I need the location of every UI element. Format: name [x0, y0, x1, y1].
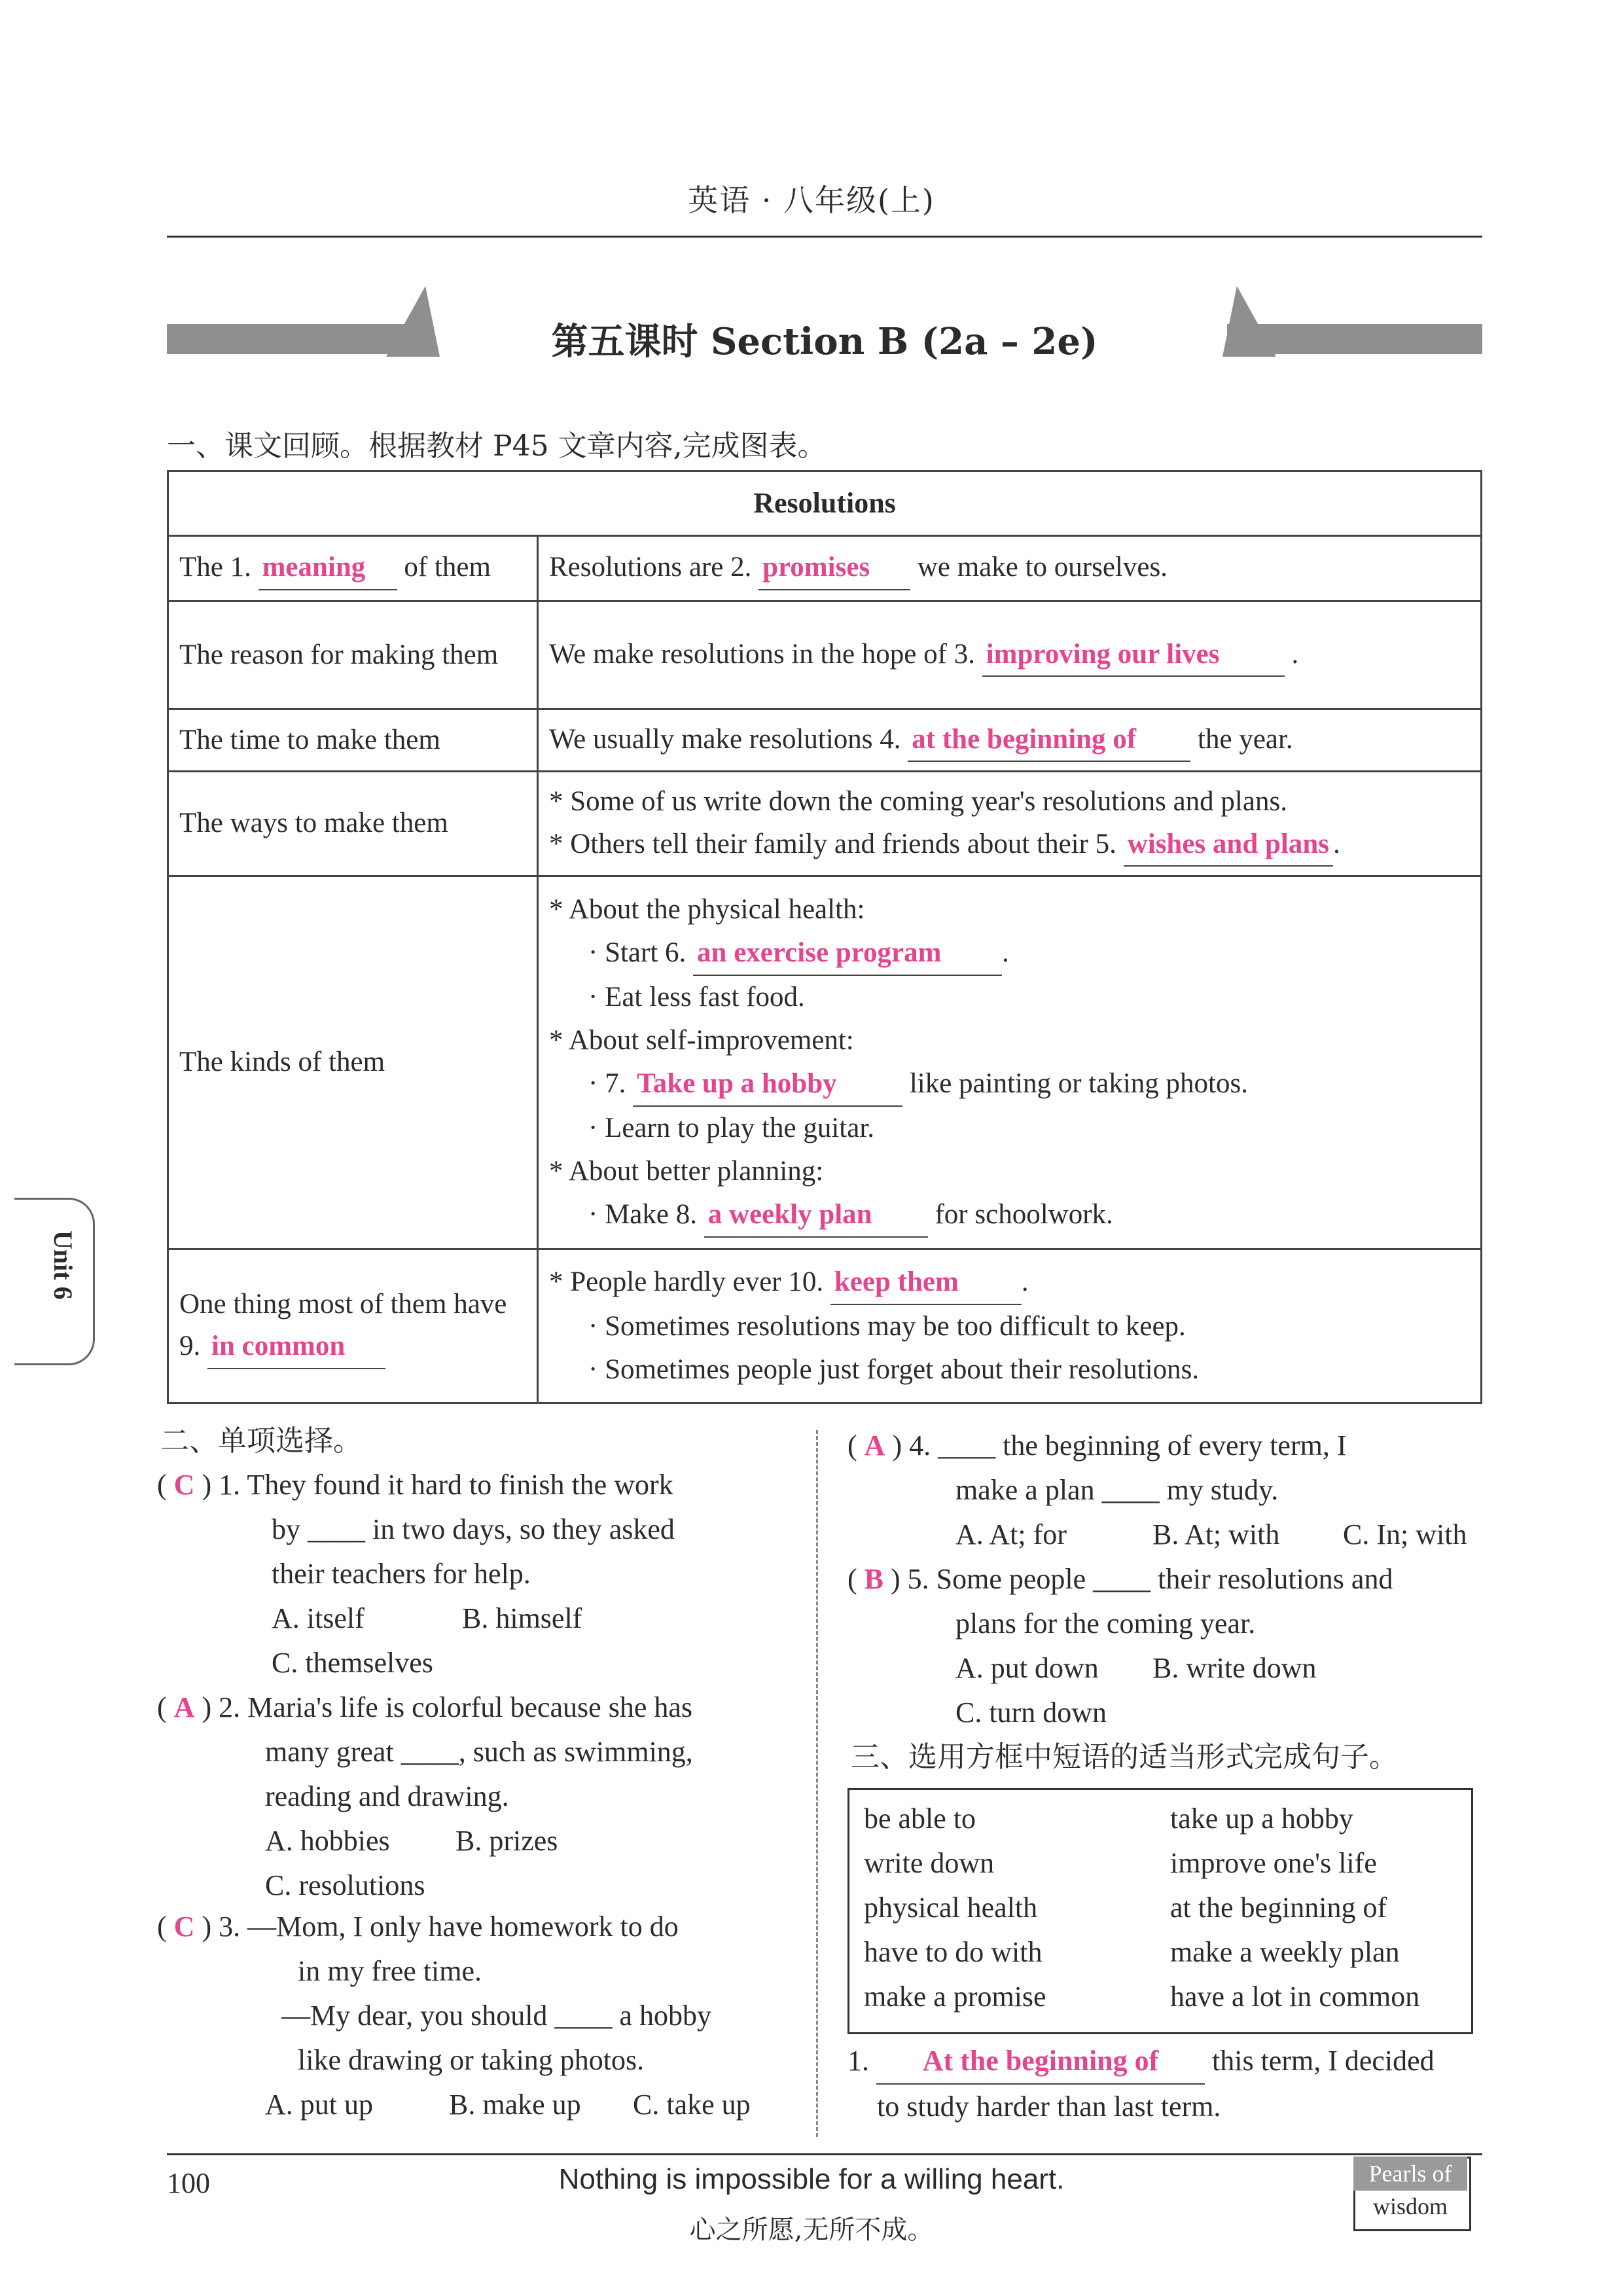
question-5 [847, 1557, 1482, 1735]
option-c: C. turn down [955, 1696, 1107, 1729]
question-2-stem-line3: reading and drawing. [265, 1780, 509, 1812]
question-number: ) 2. [202, 1691, 241, 1723]
question-number: ) 3. [202, 1910, 241, 1943]
stem-text: —Mom, I only have homework to do [247, 1910, 679, 1943]
row-text-pre: We make resolutions in the hope of 3. [549, 638, 975, 670]
question-4-stem-line1 [847, 1424, 1482, 1468]
pearls-label-top: Pearls of [1353, 2157, 1467, 2191]
row-content [538, 876, 1482, 1249]
option-b: B. prizes [455, 1825, 558, 1857]
page-header-title: 英语 · 八年级(上) [688, 183, 935, 218]
section1-heading: 一、课文回顾。根据教材 P45 文章内容,完成图表。 [167, 429, 827, 463]
answer-2: promises [758, 547, 910, 590]
question-3-stem-line4: like drawing or taking photos. [298, 2044, 645, 2076]
kinds-line-8-post: for schoolwork. [935, 1198, 1113, 1230]
answer-4: at the beginning of [908, 719, 1190, 762]
phrase-item: be able to [864, 1803, 976, 1835]
question-number: ) 1. [202, 1469, 241, 1501]
page-number: 100 [167, 2167, 210, 2199]
question-4 [847, 1424, 1482, 1557]
stem-text: Maria's life is colorful because she has [247, 1691, 693, 1723]
question-number: ) 5. [891, 1563, 929, 1595]
stem-text: ____ the beginning of every term, I [938, 1429, 1347, 1462]
answer-7: Take up a hobby [633, 1062, 902, 1107]
row-content [538, 536, 1482, 601]
answer-q1: C [173, 1469, 195, 1501]
stem-text: They found it hard to finish the work [247, 1469, 673, 1501]
option-a: A. itself [272, 1602, 365, 1634]
option-b: B. At; with [1152, 1518, 1280, 1551]
phrase-item: make a weekly plan [1170, 1936, 1400, 1968]
phrase-item: at the beginning of [1170, 1892, 1387, 1924]
row-label: The ways to make them [168, 772, 538, 876]
row-content [538, 772, 1482, 876]
header-rule [167, 236, 1482, 238]
footer-rule [167, 2153, 1482, 2155]
common-line-1-pre: * People hardly ever 10. [549, 1266, 824, 1297]
table-row-reason [168, 601, 1482, 709]
question-5-stem-line1 [847, 1557, 1482, 1602]
option-a: A. hobbies [265, 1825, 390, 1857]
answer-3: improving our lives [982, 634, 1285, 677]
kinds-line-6: · Learn to play the guitar. [588, 1112, 875, 1143]
kinds-line-4: * About self-improvement: [549, 1024, 854, 1056]
ways-line-1: * Some of us write down the coming year's resolutions and plans. [549, 786, 1287, 817]
banner-right-triangle [1222, 286, 1276, 357]
common-line-1 [549, 1261, 1470, 1305]
kinds-line-5-post: like painting or taking photos. [909, 1067, 1248, 1099]
question-3 [157, 1905, 785, 2127]
table-title: Resolutions [168, 471, 1482, 536]
option-c: C. themselves [272, 1647, 433, 1679]
table-row-time [168, 709, 1482, 772]
ways-line-2-pre: * Others tell their family and friends about their 5. [549, 828, 1116, 859]
common-line-2: · Sometimes resolutions may be too difficult to keep. [588, 1311, 1186, 1342]
paren-open: ( [157, 1469, 167, 1501]
row-label: The time to make them [168, 709, 538, 772]
row-content [538, 601, 1482, 709]
question-3-stem-line3: —My dear, you should ____ a hobby [281, 2000, 711, 2032]
ways-line-2-post: . [1333, 828, 1340, 859]
answer-8: a weekly plan [704, 1193, 928, 1238]
fill-sentence-1-line2: to study harder than last term. [877, 2090, 1221, 2123]
question-1-stem-line3: their teachers for help. [272, 1558, 531, 1590]
question-5-stem-line2: plans for the coming year. [955, 1607, 1256, 1640]
answer-9: in common [207, 1325, 385, 1369]
option-a: A. At; for [955, 1518, 1067, 1551]
question-3-stem-line2: in my free time. [298, 1955, 482, 1987]
fill-sentence-1-line1 [847, 2039, 1482, 2085]
row-text-post: we make to ourselves. [917, 552, 1168, 583]
pearls-label-bottom: wisdom [1372, 2193, 1448, 2219]
resolutions-table [167, 470, 1482, 1404]
question-1-stem-line2: by ____ in two days, so they asked [272, 1513, 675, 1545]
option-a: A. put up [265, 2089, 373, 2121]
row-label [168, 536, 538, 601]
kinds-line-2 [549, 931, 1470, 976]
kinds-line-1: * About the physical health: [549, 893, 865, 925]
stem-text: Some people ____ their resolutions and [936, 1563, 1393, 1595]
fill-sentence-1 [847, 2039, 1482, 2129]
question-3-stem-line1 [157, 1905, 785, 1949]
column-divider [816, 1430, 818, 2137]
kinds-line-8-pre: · Make 8. [588, 1198, 697, 1230]
question-2 [157, 1685, 785, 1908]
question-5-options-row1 [847, 1646, 1482, 1691]
option-a: A. put down [955, 1652, 1099, 1684]
common-line-3: · Sometimes people just forget about their resolutions. [588, 1354, 1200, 1385]
question-number: ) 4. [892, 1429, 931, 1462]
question-1 [157, 1463, 785, 1685]
question-1-stem-line1 [157, 1463, 785, 1507]
phrase-item: make a promise [864, 1981, 1046, 2013]
answer-6: an exercise program [693, 931, 1002, 976]
paren-open: ( [157, 1910, 167, 1943]
answer-q3: C [173, 1910, 195, 1943]
section3-heading: 三、选用方框中短语的适当形式完成句子。 [851, 1740, 1398, 1774]
row-text-pre: Resolutions are 2. [549, 552, 752, 583]
question-3-options [157, 2083, 785, 2127]
row-text-pre: We usually make resolutions 4. [549, 723, 901, 755]
paren-open: ( [847, 1429, 857, 1462]
row-label-post: of them [404, 552, 491, 583]
kinds-line-2-post: . [1002, 937, 1009, 968]
phrase-item: improve one's life [1170, 1847, 1377, 1879]
table-header-row [168, 471, 1482, 536]
row-content [538, 1249, 1482, 1403]
phrase-column-right [1170, 1797, 1465, 2019]
row-label [168, 1249, 538, 1403]
answer-q2: A [173, 1691, 195, 1723]
table-row-common [168, 1249, 1482, 1403]
row-label: The reason for making them [168, 601, 538, 709]
common-line-1-post: . [1021, 1266, 1029, 1297]
answer-10: keep them [830, 1261, 1022, 1305]
phrase-item: take up a hobby [1170, 1803, 1353, 1835]
kinds-line-8 [549, 1193, 1470, 1238]
question-1-options-row1 [157, 1596, 785, 1641]
kinds-line-5 [549, 1062, 1470, 1107]
phrase-box [847, 1788, 1473, 2034]
row-content [538, 709, 1482, 772]
table-row-meaning [168, 536, 1482, 601]
phrase-item: have to do with [864, 1936, 1043, 1968]
answer-q4: A [864, 1429, 885, 1462]
row-label-pre: One thing most of them have 9. [179, 1288, 507, 1361]
row-label: The kinds of them [168, 876, 538, 1249]
unit-label: Unit 6 [48, 1230, 78, 1300]
sentence-number: 1. [847, 2045, 869, 2077]
question-4-options [847, 1513, 1482, 1557]
kinds-line-3: · Eat less fast food. [588, 981, 805, 1013]
row-text-post: the year. [1198, 723, 1293, 755]
phrase-item: write down [864, 1847, 995, 1879]
motto-chinese: 心之所愿,无所不成。 [689, 2215, 934, 2245]
paren-open: ( [847, 1563, 857, 1595]
table-row-kinds [168, 876, 1482, 1249]
option-b: B. make up [449, 2089, 581, 2121]
ways-line-2 [549, 823, 1470, 867]
question-2-options-row1 [157, 1819, 785, 1863]
question-2-stem-line2: many great ____, such as swimming, [265, 1736, 693, 1768]
answer-5: wishes and plans [1124, 823, 1333, 867]
option-c: C. In; with [1343, 1518, 1467, 1551]
answer-q5: B [864, 1563, 884, 1595]
kinds-line-2-pre: · Start 6. [588, 937, 687, 968]
question-2-stem-line1 [157, 1685, 785, 1730]
section-banner-title: 第五课时 Section B (2a – 2e) [551, 320, 1098, 363]
question-4-stem-line2: make a plan ____ my study. [955, 1474, 1279, 1506]
motto-english: Nothing is impossible for a willing heart. [558, 2163, 1065, 2195]
row-label-pre: The 1. [179, 552, 251, 583]
phrase-column-left [864, 1797, 1158, 2019]
paren-open: ( [157, 1691, 167, 1723]
phrase-item: have a lot in common [1170, 1981, 1420, 2013]
section2-heading: 二、单项选择。 [160, 1424, 362, 1458]
option-b: B. write down [1152, 1652, 1317, 1684]
phrase-item: physical health [864, 1892, 1038, 1924]
sentence-post: this term, I decided [1212, 2045, 1435, 2077]
answer-s3-1: At the beginning of [876, 2039, 1205, 2085]
table-row-ways [168, 772, 1482, 876]
kinds-line-7: * About better planning: [549, 1155, 824, 1187]
answer-1: meaning [259, 547, 397, 590]
option-c: C. take up [633, 2089, 751, 2121]
row-text-post: . [1291, 638, 1299, 670]
option-b: B. himself [462, 1602, 582, 1634]
kinds-line-5-pre: · 7. [588, 1067, 626, 1099]
option-c: C. resolutions [265, 1869, 425, 1901]
